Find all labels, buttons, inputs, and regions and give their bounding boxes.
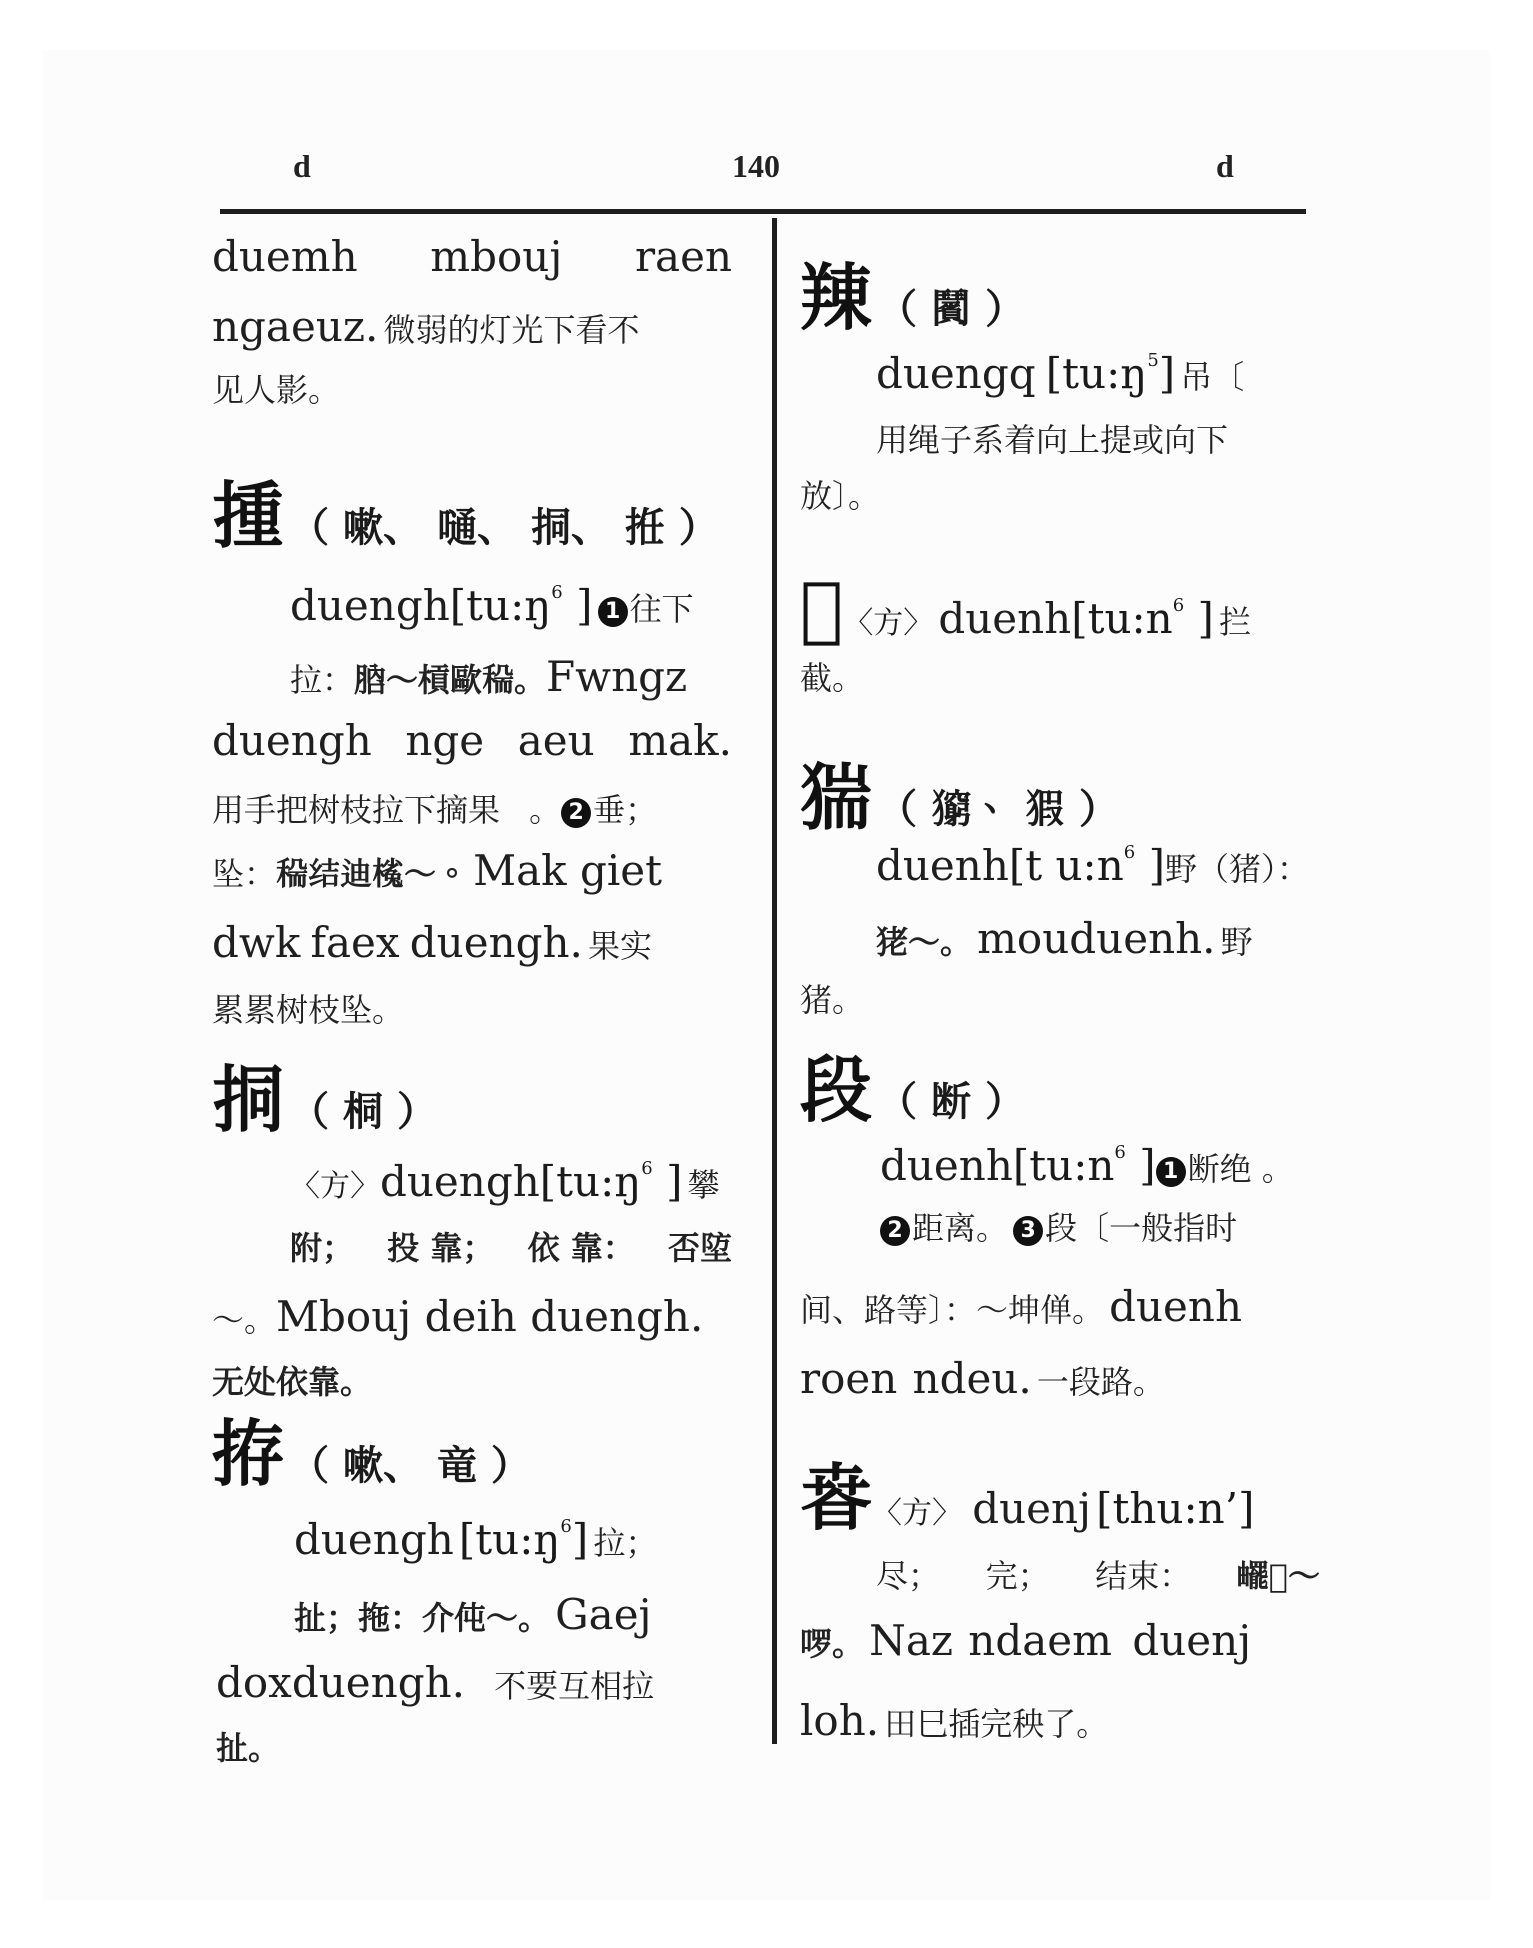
headword: 拵 [212, 1412, 285, 1496]
entry-pronunciation: duenh[tu:n6 ] 1 断绝 。 [880, 1141, 1294, 1190]
continuation-line-3: 见人影。 [212, 371, 341, 409]
headword: 䍶 [800, 256, 873, 340]
sense-number-3-icon: 3 [1013, 1216, 1043, 1246]
entry-line: 猪。 [800, 981, 865, 1019]
variant-forms: （ 嗽、 竜 ） [289, 1443, 531, 1489]
entry-line: loh. 田巳插完秧了。 [800, 1696, 1109, 1745]
entry-pronunciation: duengh [tu:ŋ6] 拉； [294, 1515, 658, 1564]
variant-forms: （ 𤢶、 猳 ） [877, 787, 1119, 833]
entry-line: dwk faex duengh. 果实 [212, 918, 653, 967]
entry-headline: 𦟗〈方〉 duenh[tu:n6 ] 拦 [800, 566, 1252, 650]
entry-pronunciation: duengh[tu:ŋ6 ] 1 往下 [290, 581, 694, 630]
entry-pronunciation: duengq [tu:ŋ5] 吊〔 [876, 349, 1245, 398]
entry-line: 无处依靠。 [212, 1363, 373, 1401]
entry-line: 拉：𦛚～槓歐𥟺。Fwngz [290, 652, 688, 701]
header-rule [220, 209, 1306, 214]
variant-forms: （ 𩰗 ） [877, 287, 1025, 333]
entry-headline: 𣇸〈方〉 duenj [thu:n’] [800, 1456, 1255, 1540]
entry-headline [800, 756, 1119, 840]
entry-line: duengh nge aeu mak. [212, 716, 732, 765]
header-right-letter: d [1216, 148, 1234, 184]
headword: 挏 [212, 1058, 285, 1142]
continuation-line-1: duemh mbouj raen [212, 232, 732, 281]
entry-line: 放〕。 [800, 477, 881, 515]
entry-line: 坠：𥟺结迪𣘽～。 Mak giet [212, 846, 663, 895]
entry-line: roen ndeu. 一段路。 [800, 1354, 1165, 1403]
headword: 猯 [800, 756, 873, 840]
entry-pronunciation: duenh[t u:n6 ]野（猪）： [876, 841, 1309, 890]
headword: 𦟗 [800, 566, 844, 650]
entry-line: 扯。 [216, 1729, 281, 1767]
dialect-tag: 〈方〉 [843, 606, 934, 641]
sense-number-2-icon: 2 [561, 798, 591, 828]
entry-headline [212, 474, 719, 558]
sense-number-1-icon: 1 [1156, 1157, 1186, 1187]
headword: 段 [800, 1048, 873, 1132]
entry-line: 用绳子系着向上提或向下 [876, 421, 1229, 459]
header-left-letter: d [293, 148, 311, 184]
entry-line: 累累树枝坠。 [212, 991, 405, 1029]
entry-line: 尽； 完； 结束： 𤳸𥟵～ [876, 1557, 1320, 1595]
dialect-tag: 〈方〉 [872, 1496, 963, 1531]
entry-line: ～。Mbouj deih duengh. [212, 1292, 704, 1341]
entry-line: 扯；拖：介伅～。 Gaej [294, 1590, 652, 1639]
headword: 揰 [212, 474, 285, 558]
entry-headline [800, 256, 1025, 340]
entry-line: 2 距离。 3 段〔一般指时 [880, 1212, 1237, 1246]
variant-forms: （ 嗽、 嗵、 挏、 拰 ） [289, 505, 719, 551]
headword: 𣇸 [800, 1456, 873, 1540]
sense-number-1-icon: 1 [598, 597, 628, 627]
entry-line: 啰。 Naz ndaem duenj [800, 1616, 1252, 1665]
continuation-line-2: ngaeuz. 微弱的灯光下看不 [212, 302, 640, 351]
entry-headline [800, 1048, 1025, 1132]
entry-headline [212, 1058, 437, 1142]
entry-headline [212, 1412, 531, 1496]
variant-forms: （ 桐 ） [289, 1089, 437, 1135]
entry-pronunciation: 〈方〉duengh[tu:ŋ6 ] 攀 [290, 1157, 720, 1206]
entry-line: 用手把树枝拉下摘果 。 2 垂； [212, 791, 658, 829]
page-number: 140 [732, 148, 780, 184]
entry-line: 间、路等〕：～坤𫢸。 duenh [800, 1282, 1242, 1331]
column-divider [772, 218, 777, 1744]
entry-line: 截。 [800, 659, 865, 697]
entry-line: 附； 投 靠； 依 靠： 否埅 [290, 1229, 732, 1267]
dialect-tag: 〈方〉 [290, 1169, 380, 1204]
variant-forms: （ 断 ） [877, 1079, 1025, 1125]
sense-number-2-icon: 2 [880, 1216, 910, 1246]
entry-line: 狫～。 mouduenh. 野 [876, 914, 1253, 963]
entry-line: doxduengh. 不要互相拉 [216, 1658, 655, 1707]
